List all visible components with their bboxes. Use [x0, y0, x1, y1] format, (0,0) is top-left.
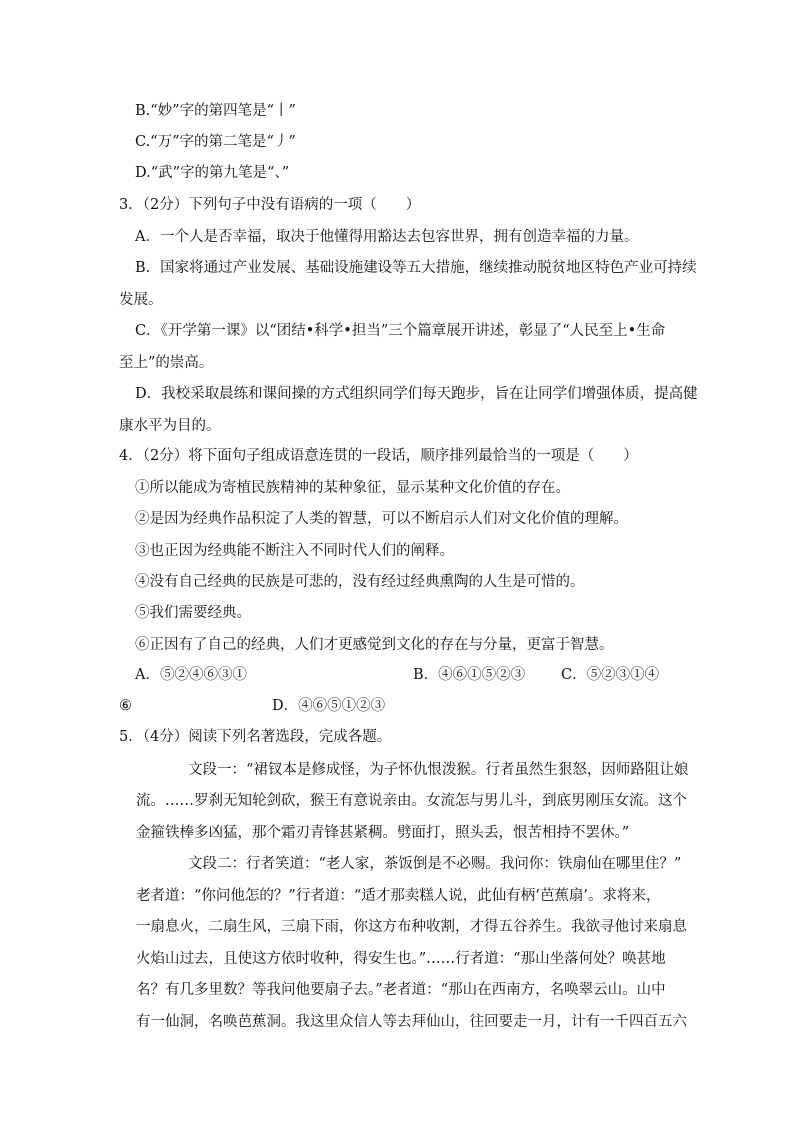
- q4-sentence-6: ⑥正因有了自己的经典，人们才更感觉到文化的存在与分量，更富于智慧。: [135, 637, 614, 653]
- q2-option-d: D.“武”字的第九笔是“、”: [135, 165, 290, 181]
- q4-sentence-2: ②是因为经典作品积淀了人类的智慧，可以不断启示人们对文化价值的理解。: [135, 511, 628, 527]
- passage-2-line-4: 火焰山过去，且使这方依时收种，得安生也。”……行者道：“那山坐落何处？唤甚地: [136, 951, 666, 967]
- question-5-stem: 5．（4分）阅读下列名著选段，完成各题。: [119, 729, 392, 745]
- q4-option-c-cont: ⑥: [119, 698, 132, 714]
- q4-option-b: B．④⑥①⑤②③: [413, 667, 526, 683]
- q4-sentence-5: ⑤我们需要经典。: [135, 605, 251, 621]
- passage-1-line-1: 文段一：“裙钗本是修成怪，为子怀仇恨泼猴。行者虽然生狠怒，因师路阻让娘: [188, 762, 689, 778]
- q3-option-d-cont: 康水平为目的。: [119, 418, 221, 434]
- passage-1-line-3: 金箍铁棒多凶猛，那个霜刃青锋甚紧稠。劈面打，照头丢，恨苦相持不罢休。”: [136, 825, 630, 841]
- passage-2-line-3: 一扇息火，二扇生风，三扇下雨，你这方布种收割，才得五谷养生。我欲寻他讨来扇息: [136, 919, 687, 935]
- passage-2-line-1: 文段二：行者笑道：“老人家，茶饭倒是不必赐。我问你：铁扇仙在哪里住？”: [188, 856, 682, 872]
- question-3-stem: 3．（2分）下列句子中没有语病的一项（ ）: [119, 197, 421, 213]
- passage-2-line-2: 老者道：“你问他怎的？”行者道：“适才那卖糕人说，此仙有柄‘芭蕉扇’。求将来，: [136, 888, 661, 904]
- q3-option-b: B．国家将通过产业发展、基础设施建设等五大措施，继续推动脱贫地区特色产业可持续: [135, 260, 697, 276]
- passage-1-line-2: 流。……罗刹无知轮剑砍，猴王有意说亲由。女流怎与男儿斗，到底男刚压女流。这个: [136, 793, 687, 809]
- q4-sentence-1: ①所以能成为寄植民族精神的某种象征，显示某种文化价值的存在。: [135, 480, 570, 496]
- q4-option-c: C．⑤②③①④: [561, 667, 660, 683]
- q3-option-c: C．《开学第一课》以“团结•科学•担当”三个篇章展开讲述，彰显了“人民至上•生命: [135, 323, 666, 339]
- q2-option-b: B.“妙”字的第四笔是“丨”: [135, 103, 296, 119]
- q4-sentence-3: ③也正因为经典能不断注入不同时代人们的阐释。: [135, 543, 454, 559]
- q3-option-c-cont: 至上”的崇高。: [119, 355, 214, 371]
- passage-2-line-5: 名？有几多里数？等我问他要扇子去。”老者道：“那山在西南方，名唤翠云山。山中: [136, 982, 666, 998]
- question-4-stem: 4．（2分）将下面句子组成语意连贯的一段话，顺序排列最恰当的一项是（ ）: [119, 448, 638, 464]
- q3-option-d: D．我校采取晨练和课间操的方式组织同学们每天跑步，旨在让同学们增强体质，提高健: [135, 386, 698, 402]
- q4-option-a: A．⑤②④⑥③①: [135, 667, 247, 683]
- passage-2-line-6: 有一仙洞，名唤芭蕉洞。我这里众信人等去拜仙山，往回要走一月，计有一千四百五六: [136, 1014, 687, 1030]
- q4-option-d: D．④⑥⑤①②③: [272, 698, 386, 714]
- q2-option-c: C.“万”字的第二笔是“丿”: [135, 134, 296, 150]
- q4-sentence-4: ④没有自己经典的民族是可悲的，没有经过经典熏陶的人生是可惜的。: [135, 574, 585, 590]
- q3-option-a: A．一个人是否幸福，取决于他懂得用豁达去包容世界，拥有创造幸福的力量。: [135, 229, 639, 245]
- q3-option-b-cont: 发展。: [119, 292, 163, 308]
